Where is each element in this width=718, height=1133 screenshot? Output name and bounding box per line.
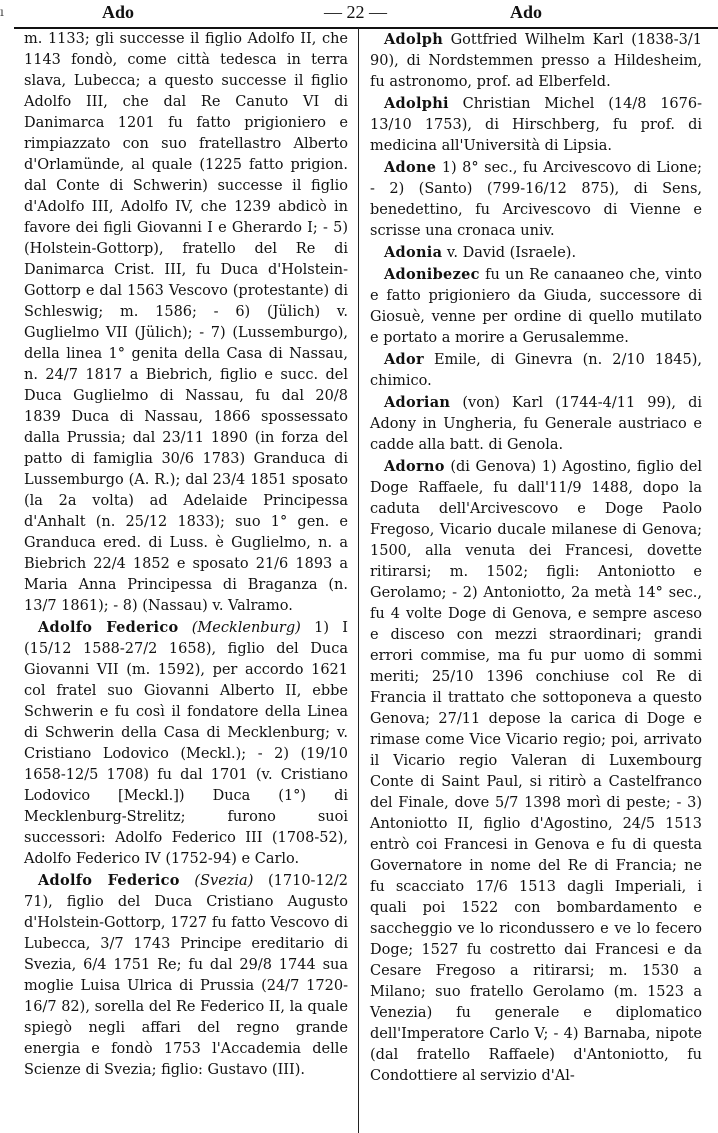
entry-headword: Adolfo Federico — [38, 872, 180, 889]
entry-headword: Adolfo Federico — [38, 619, 179, 636]
entry-adonia — [370, 242, 702, 264]
entry-body: Emile, di Ginevra (n. 2/10 1845), chimico. — [370, 352, 703, 389]
entry-body: fu un Re canaaneo che, vinto e fatto prigioniero da Giuda, successore di Giosuè, venne per ordine di quello mutilato e portato a morire a Gerusalemme. — [370, 267, 702, 346]
entry-headword: Adone — [384, 159, 437, 176]
entry-headword: Adonia — [384, 244, 443, 261]
entry-body: Christian Michel (14/8 1676-13/10 1753), di Hirschberg, fu prof. di medicina all'Università di Lipsia. — [370, 96, 702, 154]
header-right-word: Ado — [510, 2, 543, 22]
entry-adone — [370, 157, 702, 242]
left-column — [24, 29, 348, 1081]
entry-body: (1710-12/2 71), figlio del Duca Cristiano Augusto d'Holstein-Gottorp, 1727 fu fatto Vescovo di Lubecca, 3/7 1743 Principe ereditario di Svezia, 6/4 1751 Re; fu dal 29/8 1744 sua moglie Luisa Ulrica di Prussia (24/7 1720-16/7 82), sorella del Re Federico II, la quale spiegò negli affari del regno grande energia e fondò 1753 l'Accademia delle Scienze di Svezia; figlio: Gustavo (III). — [24, 873, 349, 1078]
page-number: — 22 — — [324, 2, 387, 22]
entry-adolfo-federico-svezia — [24, 870, 348, 1081]
entry-body: (di Genova) 1) Agostino, figlio del Doge Raffaele, fu dall'11/9 1488, dopo la caduta dell'Arcivescovo e Doge Paolo Fregoso, Vicario ducale milanese di Genova; 1500, alla venuta dei Francesi, dovette ritirarsi; m. 1502; figli: Antoniotto e Gerolamo; - 2) Antoniotto, 2a metà 14° sec., fu 4 volte Doge di Genova, e sempre asceso e disceso con mezzi straordinari; grandi errori commise, ma fu pur uomo di sommi meriti; 25/10 1396 conchiuse col Re di Francia il trattato che sottoponeva a questo Genova; 27/11 depose la carica di Doge e rimase come Vice Vicario regio; poi, arrivato il Vicario regio Valeran di Luxembourg Conte di Saint Paul, si ritirò a Castelfranco del Finale, dove 5/7 1398 morì di peste; - 3) Antoniotto II, figlio d'Agostino, 24/5 1513 entrò coi Francesi in Genova e fu di questa Governatore in nome del Re di Francia; ne fu scacciato 17/6 1513 dagli Imperiali, i quali poi 1522 con bombardamento e saccheggio ve lo ricondussero e ve lo fecero Doge; 1527 fu costretto dai Francesi e da Cesare Fregoso a ritirarsi; m. 1530 a Milano; suo fratello Gerolamo (m. 1523 a Venezia) fu generale e diplomatico dell'Imperatore Carlo V; - 4) Barnaba, nipote (dal fratello Raffaele) d'Antoniotto, fu Condottiere al servizio d'Al- — [370, 459, 702, 1084]
entry-adorno — [370, 456, 702, 1087]
entry-adolph — [370, 29, 702, 93]
margin-mark: ı — [0, 5, 4, 19]
entry-headword: Adorian — [384, 394, 451, 411]
entry-headword: Ador — [384, 351, 424, 368]
entry-body: Gottfried Wilhelm Karl (1838-3/1 90), di Nordstemmen presso a Hildesheim, fu astronomo, prof. ad Elberfeld. — [370, 32, 702, 90]
page-header — [14, 0, 718, 28]
entry-headword: Adorno — [384, 458, 445, 475]
header-left-word: Ado — [102, 2, 135, 22]
entry-body: v. David (Israele). — [446, 245, 577, 261]
entry-adorian — [370, 392, 702, 456]
entry-adolfo-continuation: m. 1133; gli successe il figlio Adolfo II, che 1143 fondò, come città tedesca in terra slava, Lubecca; a questo successe il figlio Adolfo III, che dal Re Canuto VI di Danimarca 1201 fu fatto prigioniero e rimpiazzato con suo fratellastro Alberto d'Orlamünde, al quale (1225 fatto prigion. dal Conte di Schwerin) successe il figlio d'Adolfo III, Adolfo IV, che 1239 abdicò in favore dei figli Giovanni I e Gherardo I; - 5) (Holstein-Gottorp), fratello del Re di Danimarca Crist. III, fu Duca d'Holstein-Gottorp e dal 1563 Vescovo (protestante) di Schleswig; m. 1586; - 6) (Jülich) v. Guglielmo VII (Jülich); - 7) (Lussemburgo), della linea 1° genita della Casa di Nassau, n. 24/7 1817 a Biebrich, figlio e succ. del Duca Guglielmo di Nassau, fu dal 20/8 1839 Duca di Nassau, 1866 spossessato dalla Prussia; dal 23/11 1890 (in forza del patto di famiglia 30/6 1783) Granduca di Lussemburgo (A. R.); dal 23/4 1851 sposato (la 2a volta) ad Adelaide Principessa d'Anhalt (n. 25/12 1833); suo 1° gen. e Granduca ered. di Luss. è Guglielmo, n. a Biebrich 22/4 1852 e sposato 21/6 1893 a Maria Anna Principessa di Braganza (n. 13/7 1861); - 8) (Nassau) v. Valramo. — [24, 31, 348, 614]
entry-adolfo-federico-mecklenburg — [24, 617, 348, 870]
entry-body: 1) 8° sec., fu Arcivescovo di Lione; - 2) (Santo) (799-16/12 875), di Sens, benedettino, fu Arcivescovo di Vienne e scrisse una cronaca univ. — [370, 160, 702, 239]
entry-adolphi — [370, 93, 702, 157]
entry-adonibezec — [370, 264, 702, 349]
right-column — [370, 29, 702, 1087]
entry-qualifier: (Svezia) — [194, 873, 254, 889]
entry-qualifier: (Mecklenburg) — [191, 620, 301, 636]
entry-body: (von) Karl (1744-4/11 99), di Adony in Ungheria, fu Generale austriaco e cadde alla batt. di Genola. — [370, 395, 702, 453]
entry-headword: Adonibezec — [384, 266, 480, 283]
entry-ador — [370, 349, 702, 392]
entry-headword: Adolphi — [384, 95, 449, 112]
entry-body: 1) I (15/12 1588-27/2 1658), figlio del Duca Giovanni VII (m. 1592), per accordo 1621 col fratel suo Giovanni Alberto II, ebbe Schwerin e fu così il fondatore della Linea di Schwerin della Casa di Mecklenburg; v. Cristiano Lodovico (Meckl.); - 2) (19/10 1658-12/5 1708) fu dal 1701 (v. Cristiano Lodovico [Meckl.]) Duca (1°) di Mecklenburg-Strelitz; furono suoi successori: Adolfo Federico III (1708-52), Adolfo Federico IV (1752-94) e Carlo. — [24, 620, 348, 867]
column-divider — [358, 28, 359, 1133]
entry-headword: Adolph — [384, 31, 444, 48]
